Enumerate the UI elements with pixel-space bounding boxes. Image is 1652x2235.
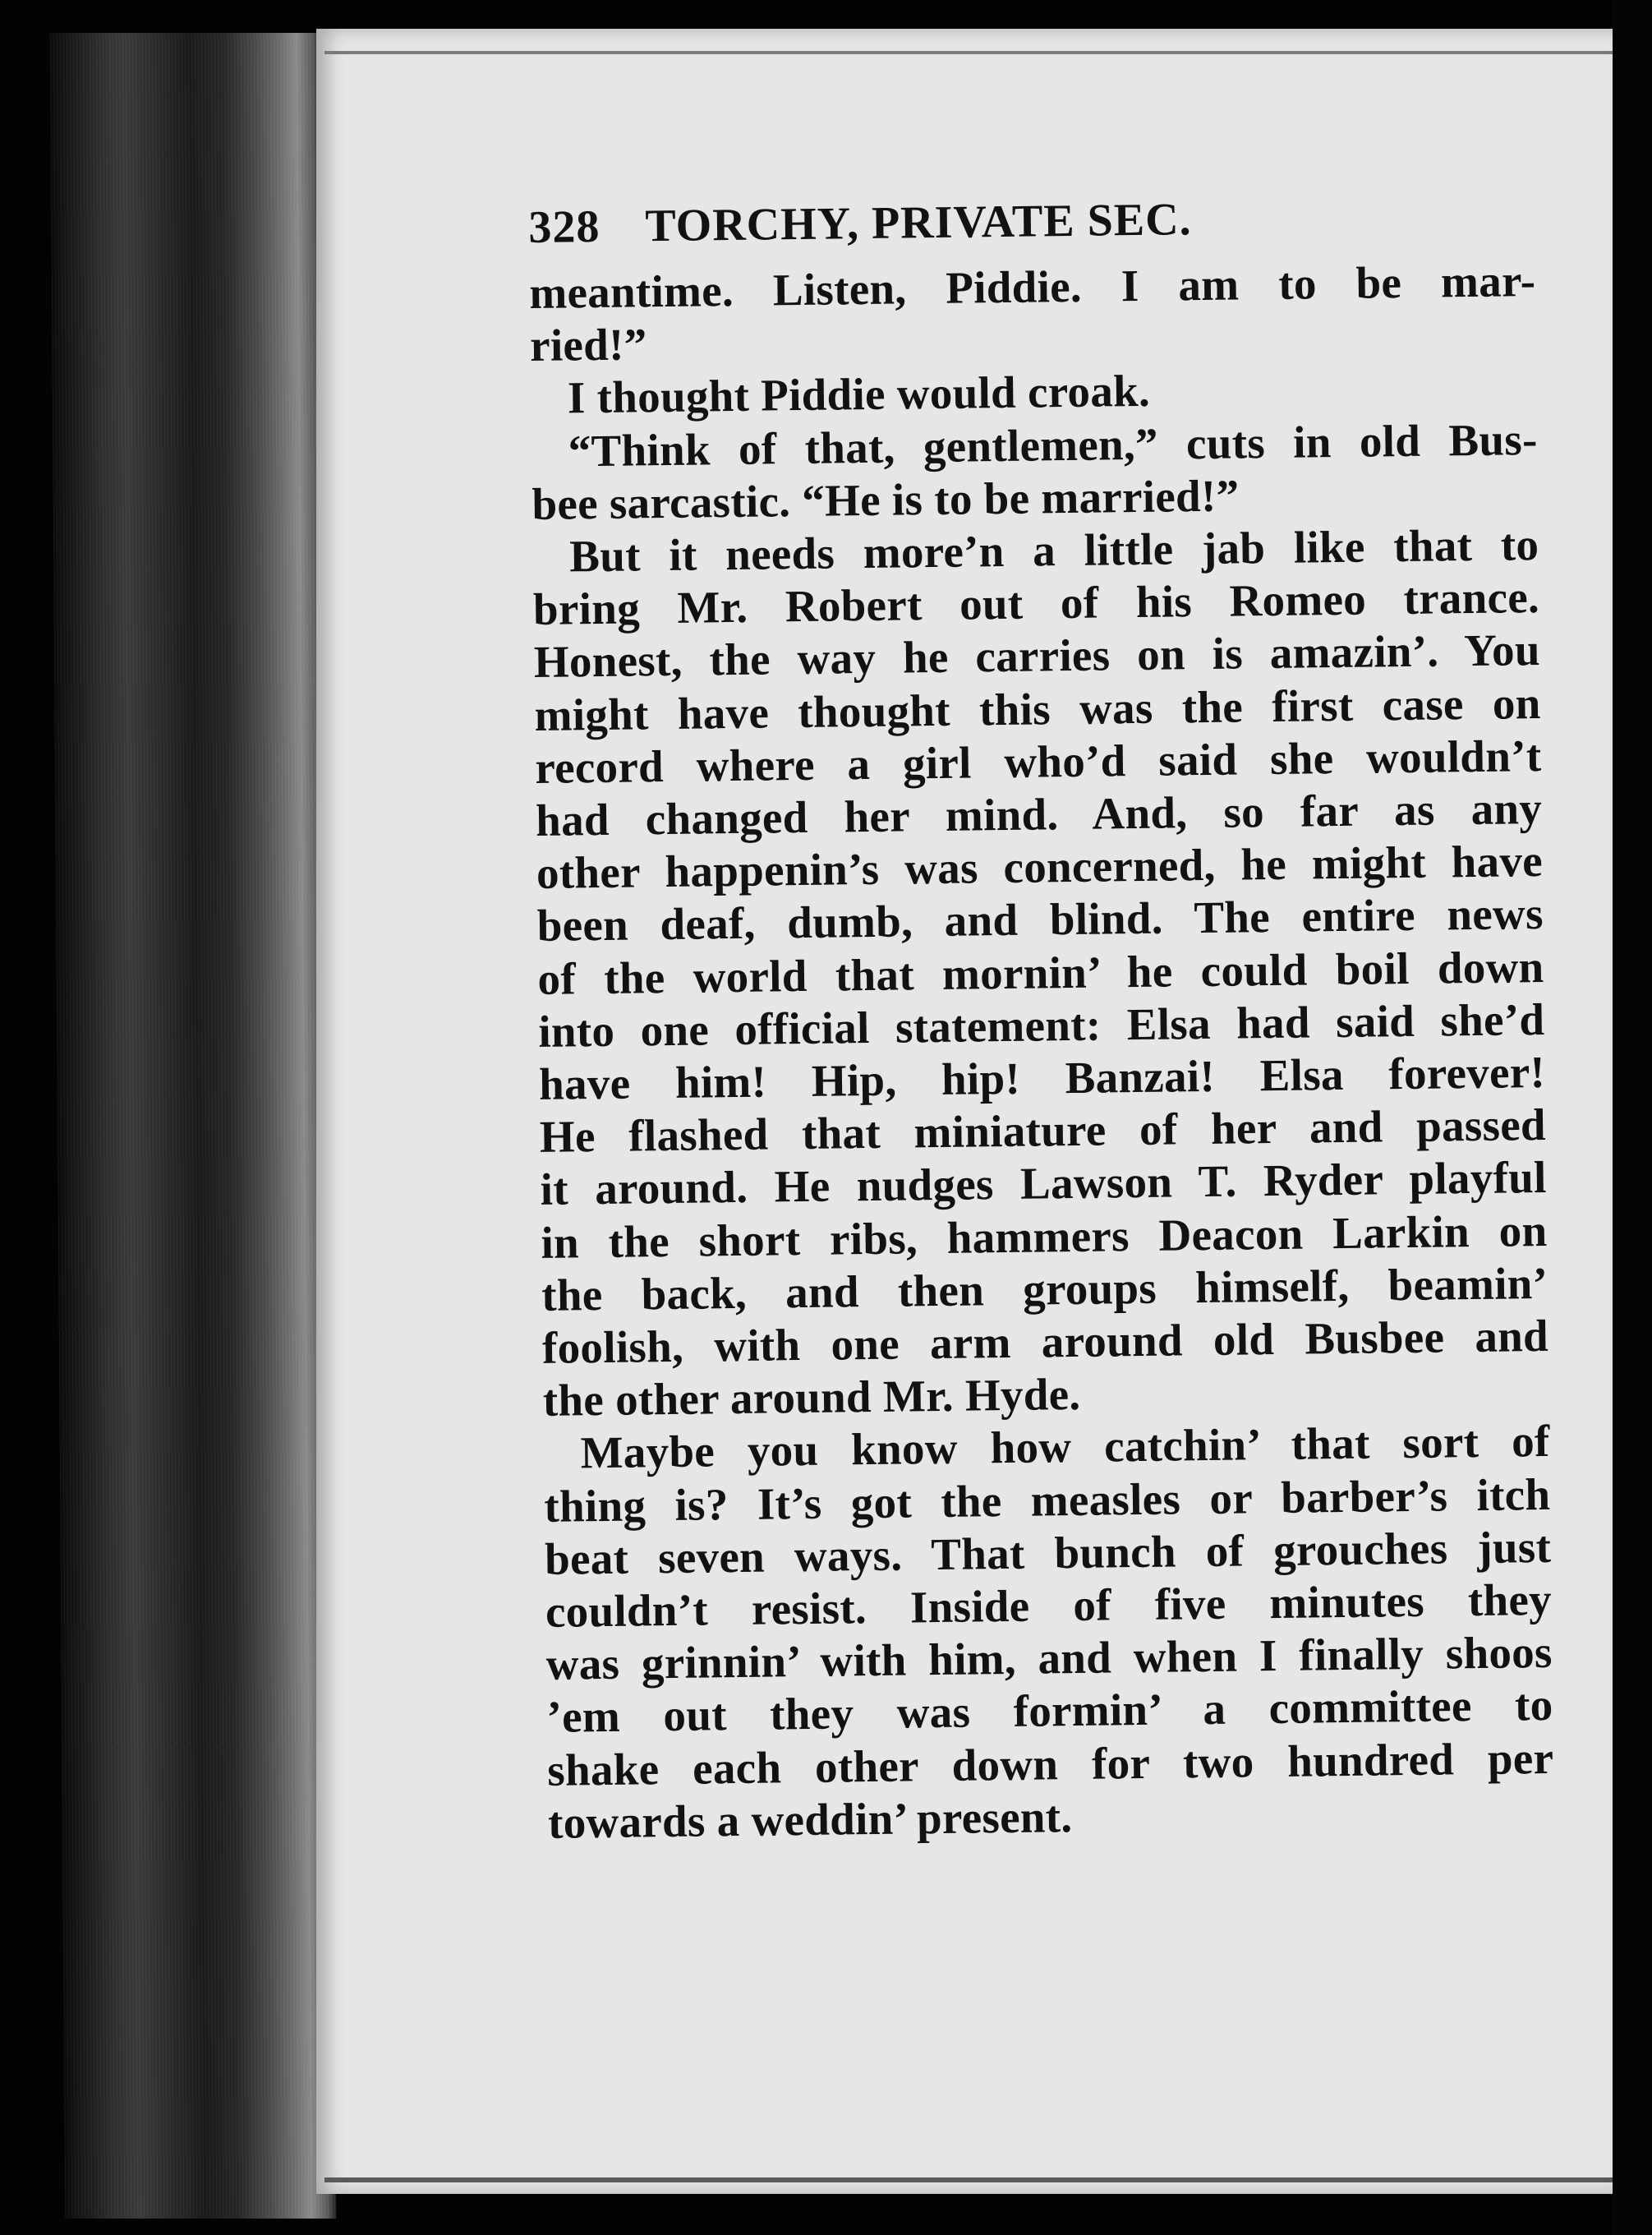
text-line: of the world that mornin’ he could boil down (537, 941, 1544, 1004)
text-line: beat seven ways. That bunch of grouches just (544, 1521, 1552, 1584)
text-line: meantime. Listen, Piddie. I am to be mar- (528, 256, 1536, 318)
text-line: thing is? It’s got the measles or barber’s itch (544, 1468, 1551, 1532)
text-line: foolish, with one arm around old Busbee and (541, 1310, 1549, 1373)
text-line: He flashed that miniature of her and passed (539, 1099, 1547, 1163)
text-block (528, 189, 1554, 1850)
page-top-edge (324, 51, 1614, 54)
text-line: “Think of that, gentlemen,” cuts in old Bus- (568, 413, 1538, 477)
text-line: shake each other down for two hundred per (546, 1732, 1554, 1795)
body-text (529, 255, 1554, 1850)
book-spine-edge (50, 33, 337, 2219)
text-line: in the short ribs, hammers Deacon Larkin on (541, 1205, 1548, 1268)
text-line: other happenin’s was concerned, he might have (536, 836, 1544, 899)
text-line: Honest, the way he carries on is amazin’. You (533, 624, 1541, 688)
text-line: been deaf, dumb, and blind. The entire news (536, 888, 1544, 952)
text-line: might have thought this was the first case on (534, 677, 1541, 740)
text-line: towards a weddin’ present. (547, 1790, 1073, 1848)
text-line: ried!” (529, 319, 647, 371)
text-line: couldn’t resist. Inside of five minutes they (545, 1574, 1553, 1637)
text-line: was grinnin’ with him, and when I finally shoos (545, 1627, 1553, 1690)
text-line: had changed her mind. And, so far as any (535, 783, 1543, 846)
text-line: it around. He nudges Lawson T. Ryder playful (540, 1152, 1547, 1215)
scan-border (1613, 0, 1652, 2235)
running-title: TORCHY, PRIVATE SEC. (645, 194, 1192, 252)
running-head (528, 189, 1535, 267)
text-line: But it needs more’n a little jab like that to (568, 519, 1539, 582)
text-line: have him! Hip, hip! Banzai! Elsa forever! (538, 1047, 1546, 1109)
text-line: bee sarcastic. “He is to be married!” (531, 470, 1240, 529)
text-line: ’em out they was formin’ a committee to (546, 1680, 1553, 1743)
text-line: the other around Mr. Hyde. (542, 1369, 1081, 1426)
text-line: Maybe you know how catchin’ that sort of (580, 1416, 1550, 1478)
text-line: bring Mr. Robert out of his Romeo trance. (532, 572, 1540, 635)
text-line: record where a girl who’d said she wouldn’t (535, 730, 1542, 793)
page-bottom-edge (324, 2177, 1614, 2182)
text-line: the back, and then groups himself, beamin’ (541, 1257, 1548, 1320)
text-line: I thought Piddie would croak. (567, 366, 1151, 423)
page-number: 328 (528, 200, 601, 253)
text-line: into one official statement: Elsa had said she’d (537, 993, 1545, 1057)
